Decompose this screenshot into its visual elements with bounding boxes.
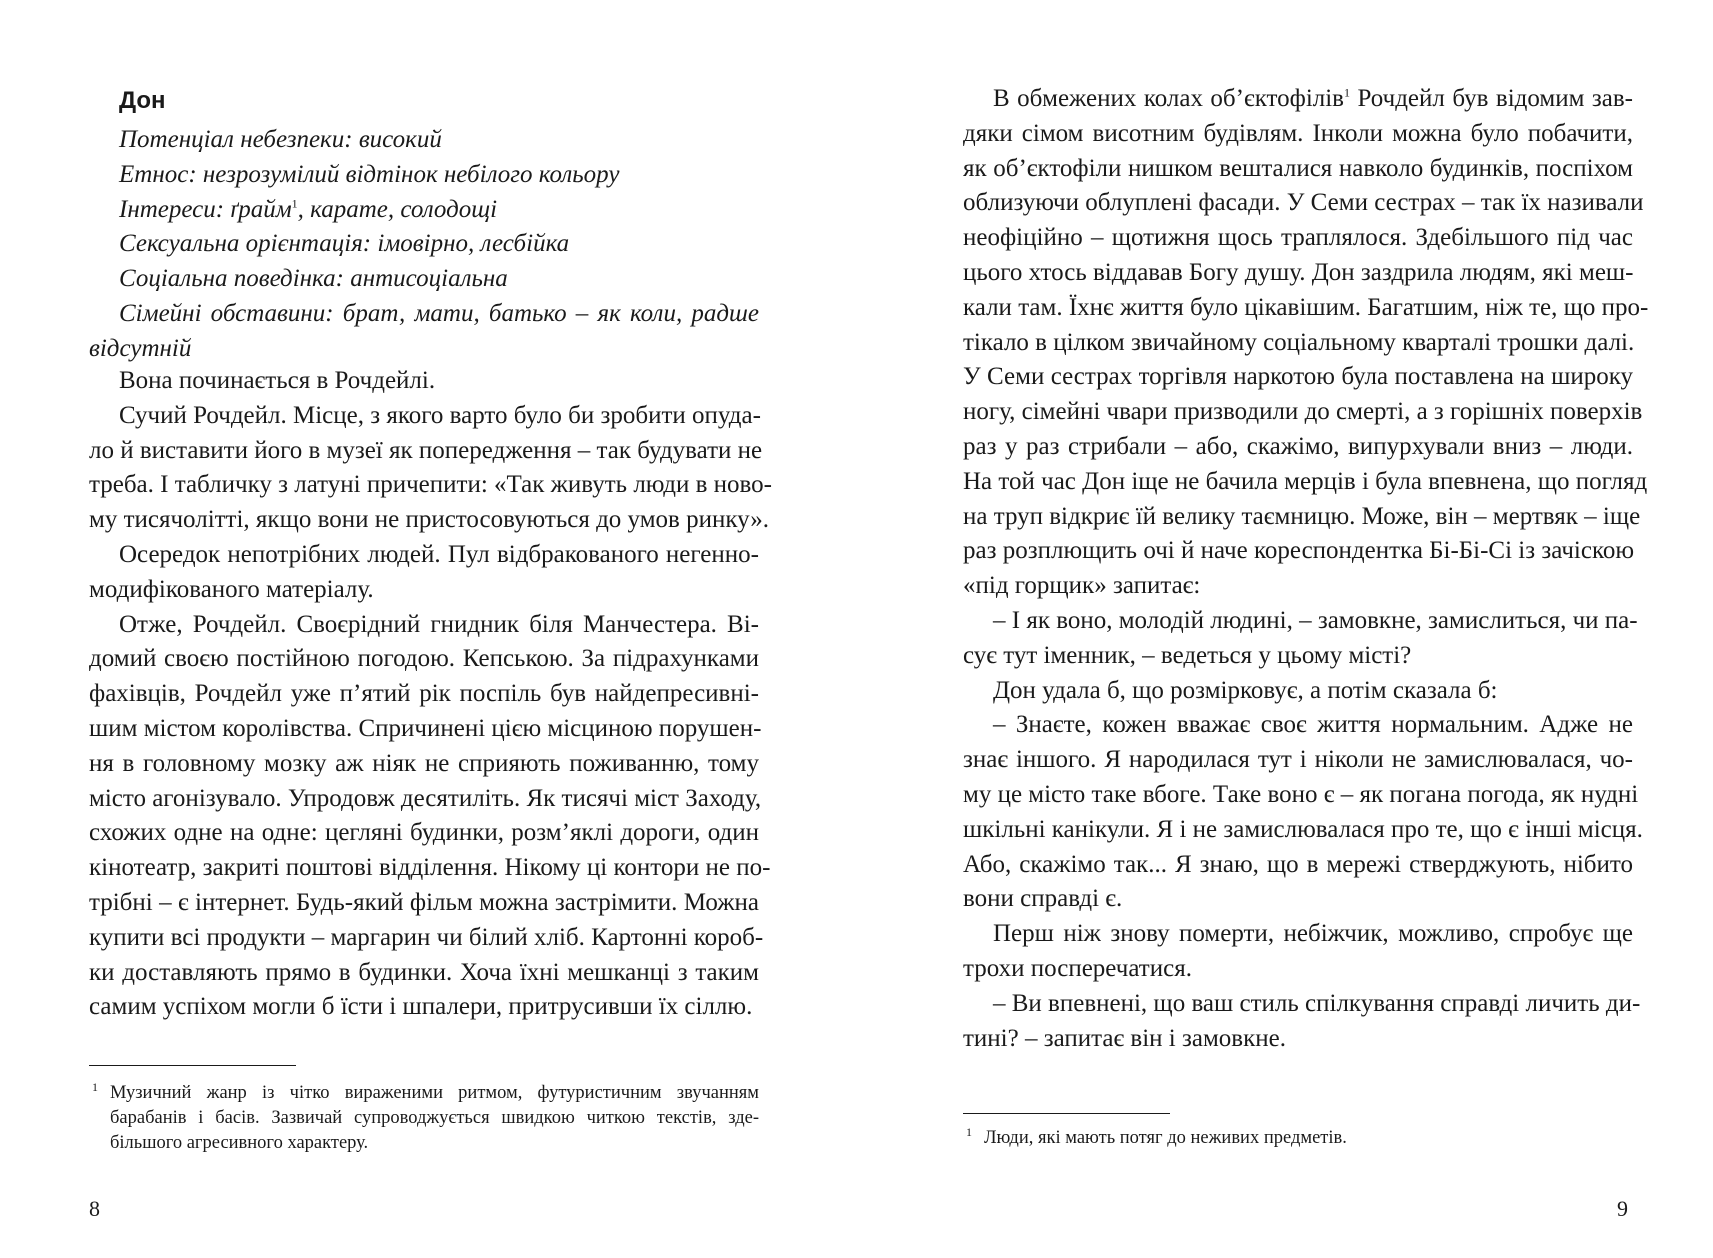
text-line: – І як воно, молодій людині, – замовкне, замислиться, чи па- [993,606,1638,634]
text-line: модифікованого матеріалу. [89,575,374,603]
footnote-line: Музичний жанр із чітко вираженими ритмом, футуристичним звучанням [110,1083,759,1103]
page-number: 8 [89,1196,100,1221]
text-line: «під горщик» запитає: [963,572,1201,600]
footnote-marker: 1 [1344,85,1350,100]
footnote-rule [89,1065,296,1066]
text-line: облизуючи облуплені фасади. У Семи сестрах – так їх називали [963,189,1644,217]
text-line: Сучий Рочдейл. Місце, з якого варто було би зробити опуда- [119,401,761,429]
footnote-line: барабанів і басів. Зазвичай супроводжується швидкою читкою текстів, зде- [110,1108,759,1128]
footnote [89,1081,759,1156]
body-text [89,364,772,1025]
profile-family: Сімейні обставини: брат, мати, батько – як коли, радше [119,299,759,327]
text-line: – Знаєте, кожен вважає своє життя нормальним. Адже не [993,711,1633,739]
footnote [963,1126,1633,1151]
text-line: шкільні канікули. Я і не замислювалася про те, що є інші місця. [963,815,1643,843]
text-line: треба. І табличку з латуні причепити: «Так живуть люди в ново- [89,471,772,499]
text-line: як об’єктофіли нишком вешталися навколо будинків, поспіхом [963,154,1633,182]
text-line: ки доставляють прямо в будинки. Хоча їхні мешканці з таким [89,958,759,986]
footnote-rule [963,1113,1170,1114]
profile-interests: Інтереси: ґрайм$^1$, карате, солодощі [119,195,498,223]
text-line: неофіційно – щотижня щось траплялося. Здебільшого під час [963,224,1633,252]
profile-orientation: Сексуальна орієнтація: імовірно, лесбійка [119,230,570,258]
text-line: Перш ніж знову померти, небіжчик, можливо, спробує ще [993,920,1633,948]
text-line: Вона починається в Рочдейлі. [119,367,436,394]
text-line: – Ви впевнені, що ваш стиль спілкування справді личить ди- [993,989,1641,1017]
text-line: У Семи сестрах торгівля наркотою була поставлена на широку [963,363,1633,391]
text-line: цього хтось віддавав Богу душу. Дон заздрила людям, які меш- [963,258,1634,286]
character-profile [89,123,759,367]
footnote-line: більшого агресивного характеру. [110,1133,369,1153]
text-line: раз розплющить очі й наче кореспондентка Бі-Бі-Сі із зачіскою [963,537,1634,565]
page-number: 9 [1617,1196,1628,1221]
text-line: ло й виставити його в музеї як попередження – так будувати не [89,436,763,464]
text-line: раз у раз стрибали – або, скажімо, випурхували вниз – люди. [963,432,1633,460]
profile-family-cont: відсутній [89,334,192,362]
footnote-number: 1 [92,1080,98,1094]
text-line: трохи посперечатися. [963,954,1192,982]
left-page [0,0,856,1258]
text-line: купити всі продукти – маргарин чи білий хліб. Картонні короб- [89,923,764,951]
section-heading: Дон [119,87,166,114]
text-line: шим містом королівства. Спричинені цією місциною порушен- [89,714,762,742]
right-page [856,0,1712,1258]
profile-ethnos: Етнос: незрозумілий відтінок небілого кольору [119,160,620,188]
text-line: В обмежених колах об’єктофілів$^1$ Рочдейл був відомим зав- [993,85,1633,112]
text-line: дяки сімом висотним будівлям. Інколи можна було побачити, [963,119,1633,147]
text-line: фахівців, Рочдейл уже п’ятий рік поспіль був найдепресивні- [89,680,759,708]
text-line: сує тут іменник, – ведеться у цьому місті? [963,641,1412,669]
text-line: трібні – є інтернет. Будь-який фільм можна застрімити. Можна [89,888,759,916]
text-line: му це місто таке вбоге. Таке воно є – як погана погода, як нудні [963,780,1639,808]
text-line: ня в головному мозку аж ніяк не сприяють поживанню, тому [89,749,759,777]
text-line: тікало в цілком звичайному соціальному кварталі трошки далі. [963,328,1635,356]
text-line: місто агонізувало. Упродовж десятиліть. Як тисячі міст Заходу, [89,784,762,812]
text-line: кінотеатр, закриті поштові відділення. Нікому ці контори не по- [89,854,771,882]
text-line: Осередок непотрібних людей. Пул відбракованого негенно- [119,540,759,568]
text-line: му тисячолітті, якщо вони не пристосовуються до умов ринку». [89,506,770,534]
footnote-line: Люди, які мають потяг до неживих предметів. [984,1128,1347,1148]
footnote-number: 1 [966,1125,972,1139]
body-text [963,82,1649,1056]
text-line: вони справді є. [963,885,1123,913]
text-line: На той час Дон іще не бачила мерців і була впевнена, що погляд [963,467,1648,495]
text-line: знає іншого. Я народилася тут і ніколи не замислювалася, чо- [963,746,1633,774]
text-line: ногу, сімейні чвари призводили до смерті, а з горішніх поверхів [963,398,1643,426]
text-line: тині? – запитає він і замовкне. [963,1024,1286,1052]
text-line: схожих одне на одне: цегляні будинки, розм’яклі дороги, один [89,819,759,847]
text-line: Або, скажімо так... Я знаю, що в мережі стверджують, нібито [963,850,1633,878]
text-line: домий своєю постійною погодою. Кепською. За підрахунками [89,645,759,673]
text-line: Дон удала б, що розмірковує, а потім сказала б: [993,676,1498,704]
footnote-marker: 1 [291,196,298,211]
text-line: Отже, Рочдейл. Своєрідний гнидник біля Манчестера. Ві- [119,610,759,638]
profile-behavior: Соціальна поведінка: антисоціальна [119,265,508,293]
text-line: на труп відкриє їй велику таємницю. Може, він – мертвяк – іще [963,502,1641,530]
profile-danger: Потенціал небезпеки: високий [119,126,442,153]
text-line: кали там. Їхнє життя було цікавішим. Багатшим, ніж те, що про- [963,293,1649,321]
text-line: самим успіхом могли б їсти і шпалери, притрусивши їх сіллю. [89,993,753,1021]
